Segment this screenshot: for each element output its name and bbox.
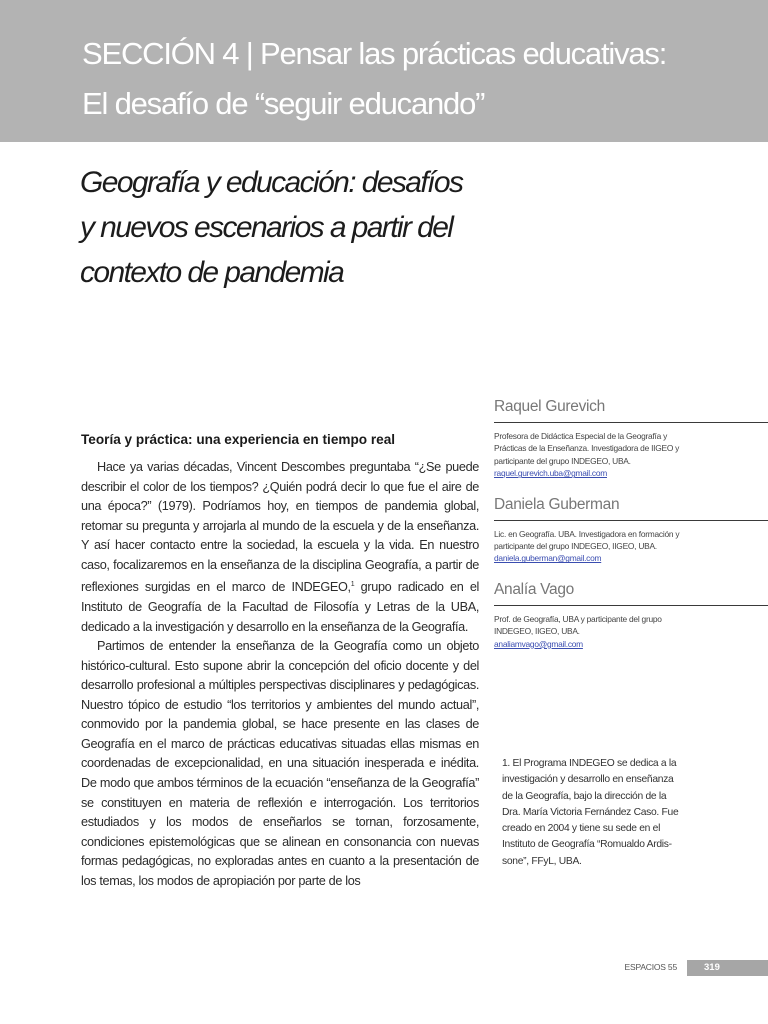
footnote: 1. El Programa INDEGEO se dedica a la investigación y desarrollo en enseñanza de la Geografía, bajo la dirección de la Dra. María Victoria Fernández Caso. Fue creado en 2004 y tiene su sede en el Instituto de Geografía “Romualdo Ardis- sone”, FFyL, UBA.: [502, 758, 679, 867]
body-text: [81, 458, 479, 891]
footnote-reference: 1: [350, 581, 355, 589]
author-bio-text: Prof. de Geografía, UBA y participante del grupo INDEGEO, IIGEO, UBA.: [494, 613, 662, 637]
main-column: [81, 432, 479, 891]
author-name: Daniela Guberman: [494, 496, 768, 521]
author-name: Analía Vago: [494, 581, 768, 606]
article-title-line: contexto de pandemia: [80, 256, 344, 289]
section-title-line-2: El desafío de “seguir educando”: [82, 86, 485, 121]
author-email-link[interactable]: raquel.gurevich.uba@gmail.com: [494, 468, 607, 479]
paragraph-1: [81, 458, 479, 637]
author-block: [494, 581, 768, 650]
paragraph-1-text-cont: grupo radicado en el Instituto de Geografía de la Facultad de Filosofía y Letras de la UBA, dedicado a la investigación y desarrollo en la enseñanza de la Geografía.: [81, 580, 479, 634]
article-title: [80, 160, 480, 295]
paragraph-1-text: Hace ya varias décadas, Vincent Descombes preguntaba “¿Se puede describir el color de los tiempos? ¿Quién podrá decir lo que fue el aire de una época?” (1979). Podríamos hoy, en tiempos de pandemia global, retomar su pregunta y arrojarla al mundo de la escuela y de la enseñanza. Y así hacer contacto entre la sociedad, la escuela y la vida. En nuestro caso, focalizaremos en la enseñanza de la disciplina Geografía, a partir de reflexiones surgidas en el marco de INDEGEO,: [81, 460, 479, 595]
author-block: [494, 398, 768, 480]
author-bio: [494, 528, 694, 565]
author-bio-text: Profesora de Didáctica Especial de la Geografía y Prácticas de la Enseñanza. Investigadora de IIGEO y participante del grupo INDEGEO, UBA.: [494, 431, 680, 466]
article-title-line: Geografía y educación: desafíos: [80, 166, 463, 199]
author-email-link[interactable]: daniela.guberman@gmail.com: [494, 553, 602, 564]
author-sidebar: [494, 398, 768, 666]
page-number: 319: [704, 962, 720, 973]
paragraph-2-text: Partimos de entender la enseñanza de la Geografía como un objeto histórico-cultural. Esto supone abrir la concepción del oficio docente y del desarrollo profesional a múltiples perspectivas disciplinares y pedagógicas. Nuestro tópico de estudio “los territorios y ambientes del mundo actual”, conmovido por la pandemia global, se hace presente en las clases de Geografía en el marco de prácticas educativas situadas ellas mismas en coordenadas de excepcionalidad, en una situación inesperada e inédita. De modo que ambos términos de la ecuación “enseñanza de la Geografía” se constituyen en materia de reflexión e interrogación. Los territorios estudiados y los modos de enseñarlos se tornan, forzosamente, condiciones epistemológicas que se alinean en consonancia con nuevas formas pedagógicas, no exploradas antes en cuanto a la presentación de los temas, los modos de apropiación por parte de los: [81, 639, 479, 888]
journal-name: ESPACIOS 55: [624, 962, 677, 972]
author-block: [494, 496, 768, 565]
author-email-link[interactable]: analiamvago@gmail.com: [494, 638, 583, 649]
section-header: [0, 0, 768, 142]
author-name: Raquel Gurevich: [494, 398, 768, 423]
author-bio: [494, 430, 694, 480]
paragraph-2: [81, 637, 479, 891]
page-number-box: [687, 960, 768, 976]
author-bio-text: Lic. en Geografía. UBA. Investigadora en formación y participante del grupo INDEGEO, IIGEO, UBA.: [494, 528, 680, 552]
section-heading: Teoría y práctica: una experiencia en tiempo real: [81, 432, 396, 447]
section-title-line-1: SECCIÓN 4 | Pensar las prácticas educativas:: [82, 36, 667, 71]
author-bio: [494, 613, 694, 650]
page-footer: [0, 960, 768, 976]
article-title-line: y nuevos escenarios a partir del: [80, 211, 453, 244]
